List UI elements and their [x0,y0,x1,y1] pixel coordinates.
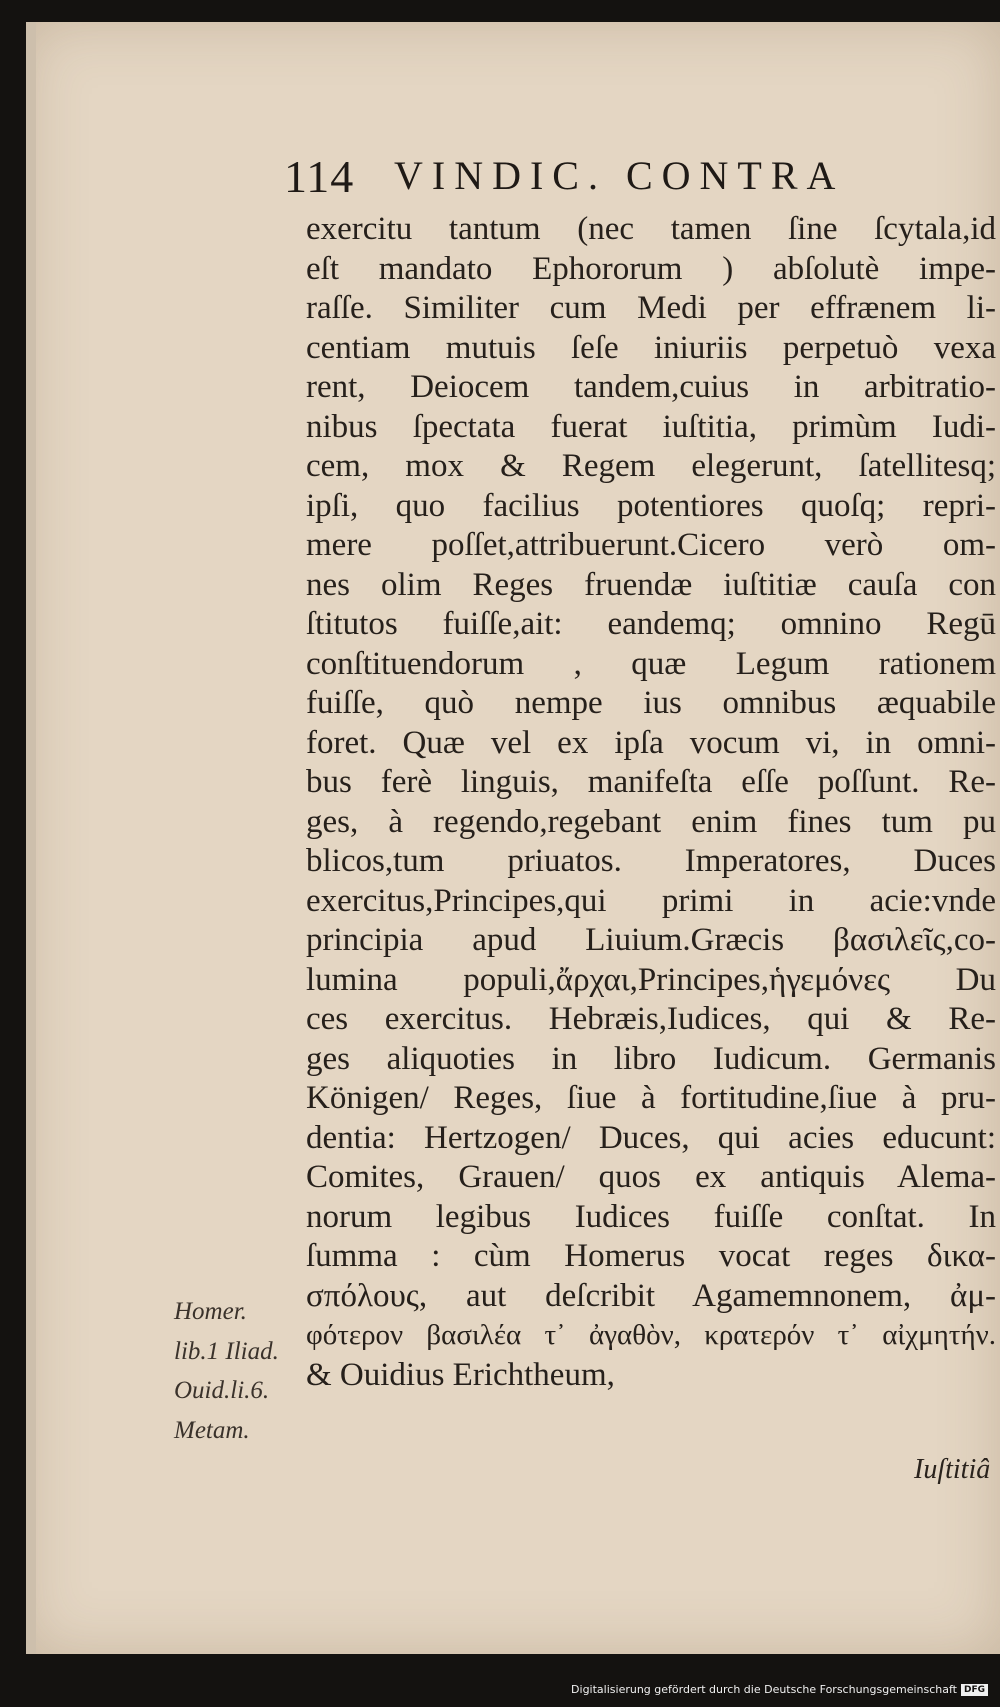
text-line: Comites, Grauen/ quos ex antiquis Alema- [306,1159,996,1195]
page-number: 114 [284,151,355,202]
text-line: ſumma : cùm Homerus vocat reges δικα- [306,1238,996,1274]
text-line: eſt mandato Ephororum ) abſolutè impe- [306,250,996,287]
text-line: ges, à regendo,regebant enim fines tum pu [306,803,996,840]
text-line: Königen/ Reges, ſiue à fortitudine,ſiue à pru- [306,1080,996,1116]
text-line: cem, mox & Regem elegerunt, ſatellitesq; [306,448,996,484]
text-line: ipſi, quo facilius potentiores quoſq; repri- [306,487,996,524]
text-line: ſtitutos fuiſſe,ait: eandemq; omnino Regū [306,606,996,642]
text-line: foret. Quæ vel ex ipſa vocum vi, in omni- [306,724,996,761]
text-line: rent, Deiocem tandem,cuius in arbitratio- [306,369,996,405]
text-line: nes olim Reges fruendæ iuſtitiæ cauſa con [306,566,996,603]
text-line: raſſe. Similiter cum Medi per effrænem li- [306,290,996,326]
text-line: ces exercitus. Hebræis,Iudices, qui & Re- [306,1001,996,1037]
catchword: Iuſtitiâ [914,1454,991,1485]
running-head [284,150,984,210]
digitization-credit [571,1683,988,1696]
text-line: exercitus,Principes,qui primi in acie:vnde [306,882,996,919]
text-line: bus ferè linguis, manifeſta eſſe poſſunt. Re- [306,764,996,800]
margin-note: Ouid.li.6. [174,1377,270,1404]
text-line: φότερον βασιλέα τ᾽ ἀγαθὸν, κρατερόν τ᾽ αἰχμητήν. [306,1319,996,1351]
text-line: lumina populi,ἄρχαι,Principes,ἡγεμόνες Du [306,961,996,998]
text-line: conſtituendorum , quæ Legum rationem [306,645,996,682]
text-line: norum legibus Iudices fuiſſe conſtat. In [306,1198,996,1235]
credit-text: Digitalisierung gefördert durch die Deutsche Forschungsgemeinschaft [571,1683,957,1696]
text-line: principia apud Liuium.Græcis βασιλεῖς,co- [306,922,996,958]
margin-note: Metam. [174,1416,250,1444]
marginal-notes [174,1292,314,1450]
text-line: & Ouidius Erichtheum, [306,1356,615,1393]
text-line: centiam mutuis ſeſe iniuriis perpetuò vexa [306,329,996,366]
dfg-logo-icon: DFG [961,1684,988,1696]
margin-note: Homer. [174,1298,247,1325]
margin-note: lib.1 Iliad. [174,1337,279,1365]
book-page [26,22,1000,1654]
text-line: mere poſſet,attribuerunt.Cicero verò om- [306,527,996,563]
text-line: σπόλους, aut deſcribit Agamemnonem, ἀμ- [306,1277,996,1314]
text-line: ges aliquoties in libro Iudicum. Germanis [306,1040,996,1077]
text-line: exercitu tantum (nec tamen ſine ſcytala,id [306,211,996,247]
text-line: nibus ſpectata fuerat iuſtitia, primùm Iudi- [306,408,996,445]
body-text [306,210,996,1395]
text-line: fuiſſe, quò nempe ius omnibus æquabile [306,685,996,721]
text-line: dentia: Hertzogen/ Duces, qui acies educunt: [306,1119,996,1156]
running-title: VINDIC. CONTRA [394,153,845,198]
text-line: blicos,tum priuatos. Imperatores, Duces [306,843,996,879]
